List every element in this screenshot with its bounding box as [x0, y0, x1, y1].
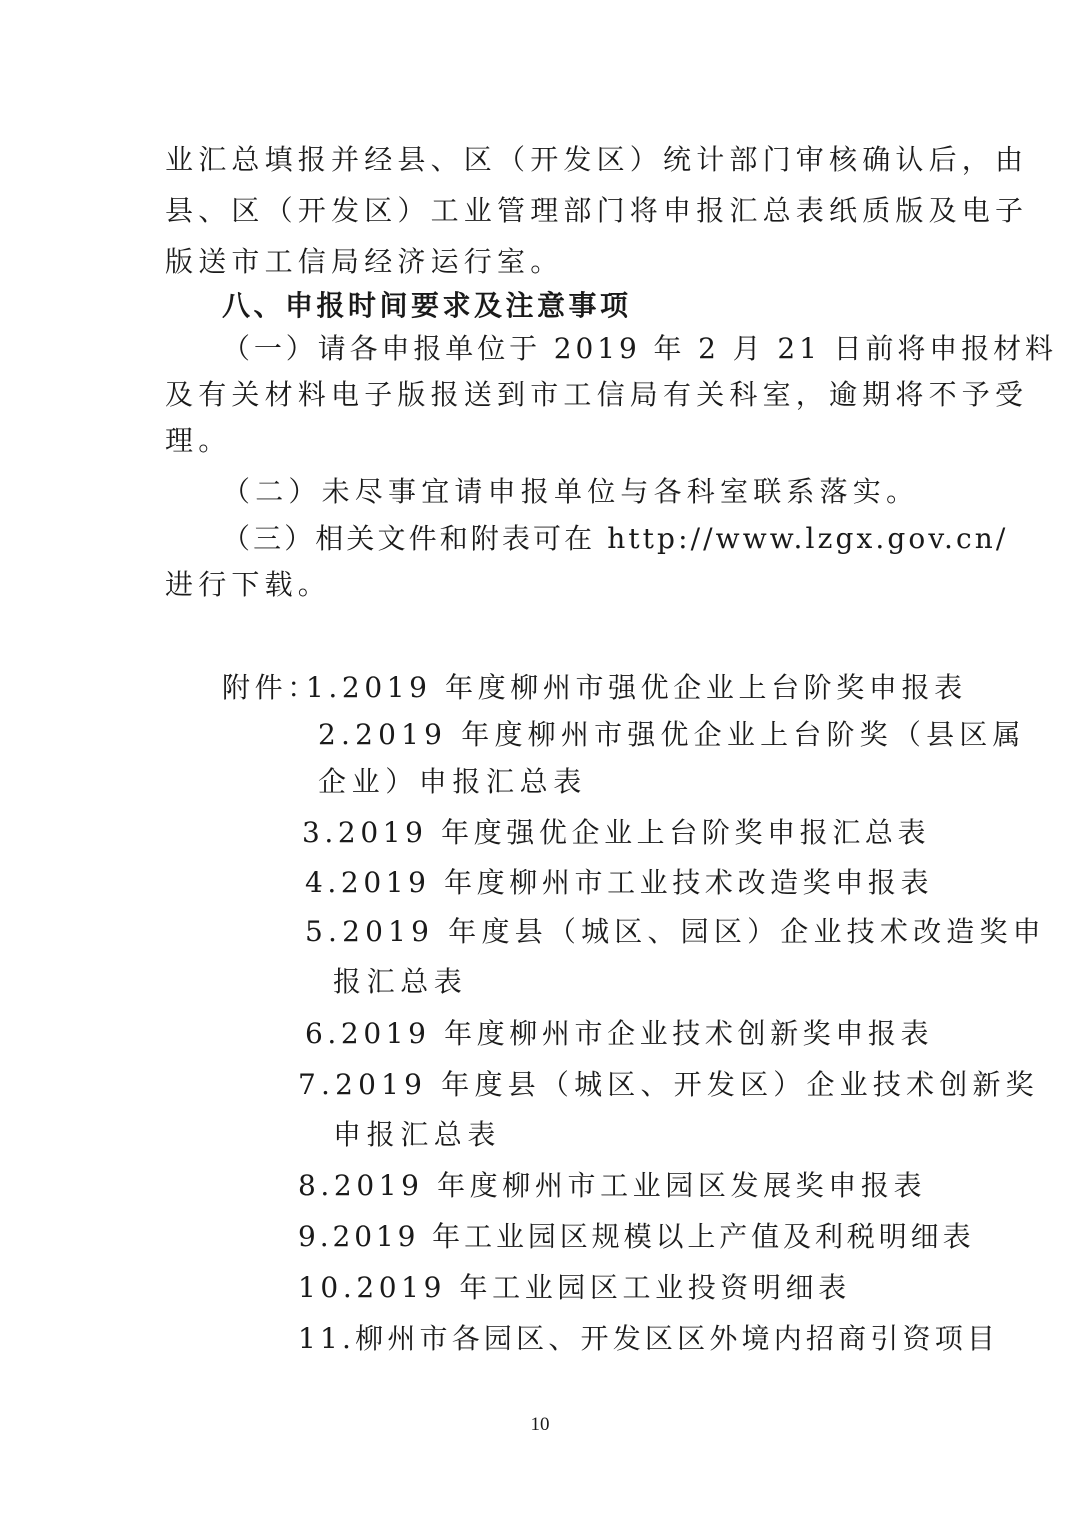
- attachment-item: 9.2019 年工业园区规模以上产值及利税明细表: [298, 1220, 975, 1253]
- attachment-item: 企业）申报汇总表: [318, 765, 587, 798]
- item-one-line: 理。: [165, 424, 232, 457]
- attachment-item: 7.2019 年度县（城区、开发区）企业技术创新奖: [298, 1068, 1039, 1101]
- attachment-item: 11.柳州市各园区、开发区区外境内招商引资项目: [298, 1322, 1000, 1355]
- attachment-item: 2.2019 年度柳州市强优企业上台阶奖（县区属: [318, 718, 1026, 751]
- item-two-line: （二）未尽事宜请申报单位与各科室联系落实。: [222, 475, 920, 508]
- body-paragraph-line: 版送市工信局经济运行室。: [165, 245, 564, 278]
- body-paragraph-line: 业汇总填报并经县、区（开发区）统计部门审核确认后，由: [165, 143, 1029, 176]
- item-one-line: 及有关材料电子版报送到市工信局有关科室，逾期将不予受: [165, 378, 1029, 411]
- attachment-item: 10.2019 年工业园区工业投资明细表: [298, 1271, 851, 1304]
- attachment-item: 申报汇总表: [333, 1118, 502, 1151]
- attachment-item: 3.2019 年度强优企业上台阶奖申报汇总表: [302, 816, 931, 849]
- attachment-item: 1.2019 年度柳州市强优企业上台阶奖申报表: [306, 671, 967, 704]
- body-paragraph-line: 县、区（开发区）工业管理部门将申报汇总表纸质版及电子: [165, 194, 1029, 227]
- attachments-label: 附件：: [222, 671, 320, 704]
- attachment-item: 6.2019 年度柳州市企业技术创新奖申报表: [305, 1017, 934, 1050]
- section-heading: 八、申报时间要求及注意事项: [222, 289, 632, 322]
- attachment-item: 4.2019 年度柳州市工业技术改造奖申报表: [305, 866, 934, 899]
- item-one-line: （一）请各申报单位于 2019 年 2 月 21 日前将申报材料: [222, 332, 1057, 365]
- item-three-line: （三）相关文件和附表可在 http://www.lzgx.gov.cn/: [222, 522, 1009, 555]
- attachment-item: 报汇总表: [333, 965, 468, 998]
- attachment-item: 5.2019 年度县（城区、园区）企业技术改造奖申: [305, 915, 1046, 948]
- item-three-line: 进行下载。: [165, 568, 332, 601]
- attachment-item: 8.2019 年度柳州市工业园区发展奖申报表: [298, 1169, 927, 1202]
- page-number: 10: [530, 1414, 550, 1435]
